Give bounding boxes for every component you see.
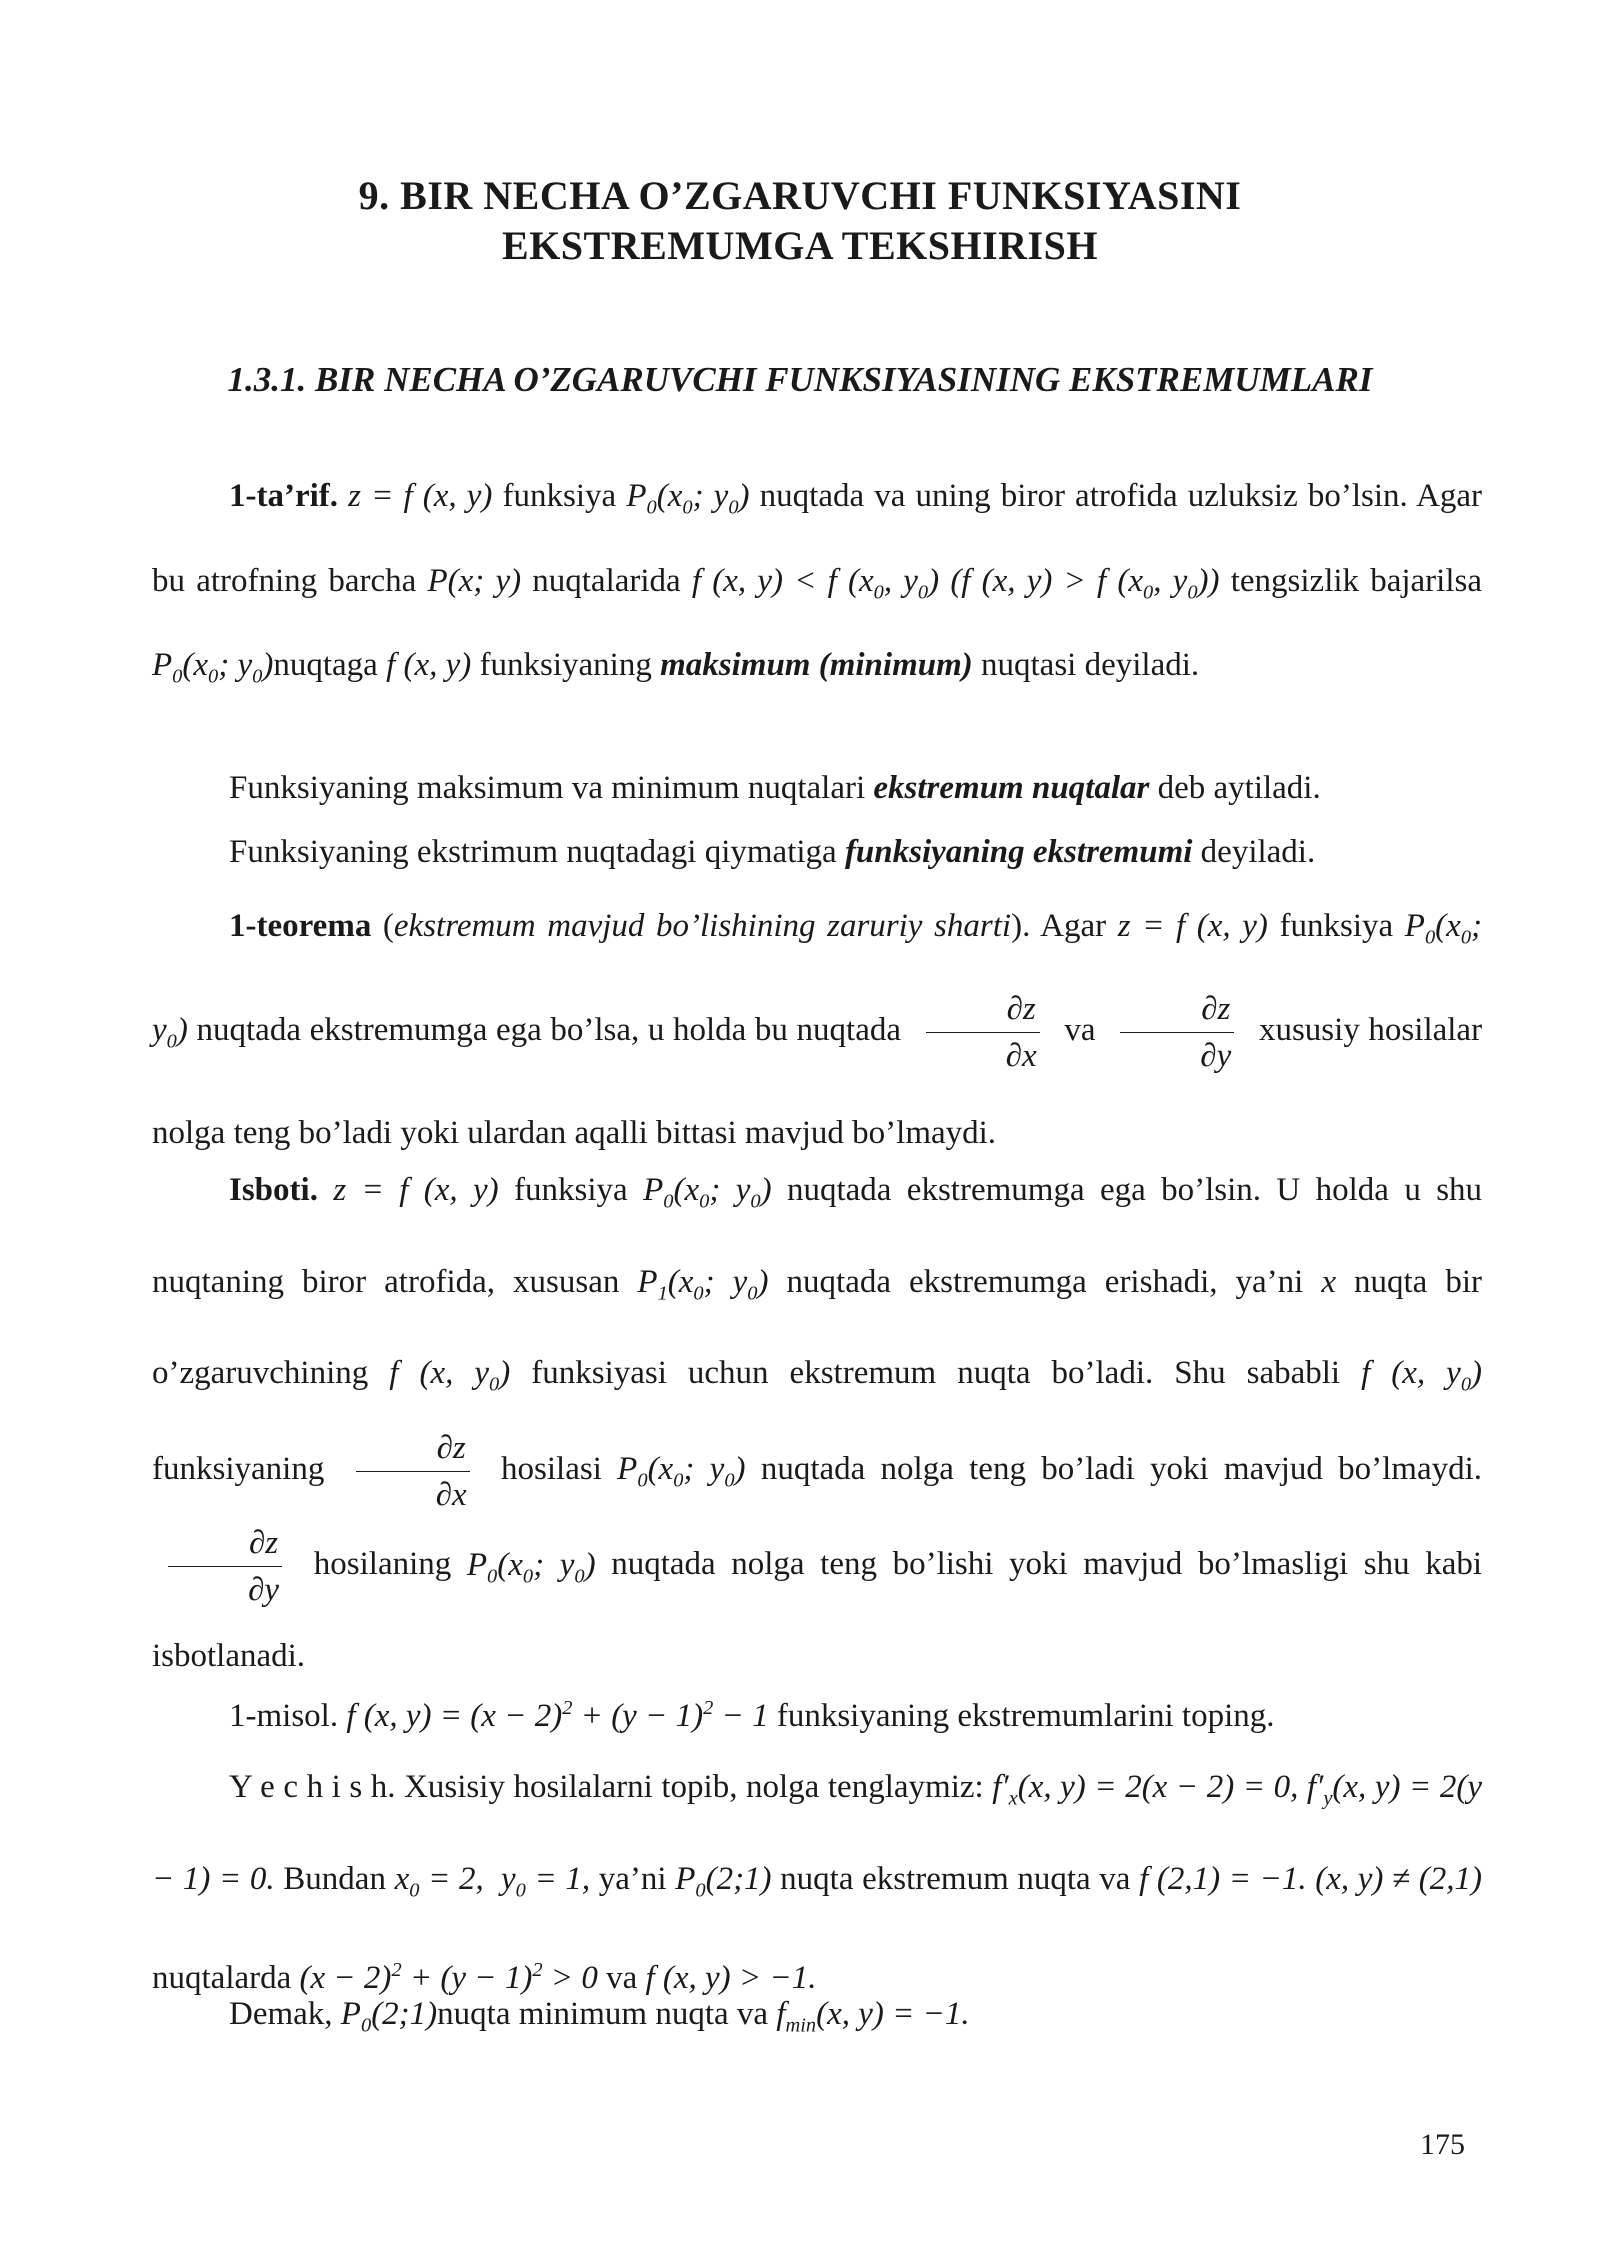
formula: $P_0(x_0$; $y_0$) [626,478,750,519]
formula: P(x; y) [427,562,522,599]
text: nuqta ekstremum nuqta va [780,1860,1131,1897]
text: nuqta bir o’zgaruvchining [152,1263,1483,1392]
formula: f (x, $y) = (x - 2)^2 + (y - 1)^2 - 1$ [346,1697,769,1734]
page-number: 175 [1420,2128,1465,2161]
text: funksiya [502,478,617,514]
term-extremum-points: ekstremum nuqtalar [873,770,1150,806]
text: hosilasi [501,1450,602,1487]
definition-label: 1-ta’rif. [229,478,339,514]
partial-z-y-fraction: $\frac{\partial z}{\partial y}$ [168,1520,282,1613]
text: ya’ni [598,1860,667,1897]
theorem-paragraph: 1-teorema (ekstremum mavjud bo’lishining zaruriy sharti). Agar z = f (x, y) funksiya $P_0(x_0$; $y_0$) nuqtada ekstremumga ega bo’lsa, u holda bu nuqtada $\frac{\partial z}{\partial x}$ va $\frac{\partial z}{\partial y}$ xususiy hosilalar nolga teng bo’ladi yoki ulardan aqalli bittasi mavjud bo’lmaydi. [152,908,1483,1152]
text: Funksiyaning maksimum va minimum nuqtalari [229,770,866,806]
formula: (x, y) ≠ (2,1) [1315,1860,1482,1897]
formula: f (x, $y_0$) [389,1355,511,1396]
text: nuqtalarida [532,562,681,599]
text: Agar [1040,908,1107,944]
text: va [1064,1011,1096,1048]
formula: $P_0(2;1)$ [340,1996,438,2037]
formula: $f_{min}(x$, y) = −1. [776,1996,970,2037]
formula: $f'_y(x$, y) = 2(y − 1) = 0. [152,1769,1482,1897]
text: va [606,1960,638,1997]
formula: f (x, y) [386,647,472,684]
formula: (f (x, y) > f ($x_0$, $y_0$)) [950,562,1220,604]
partial-z-x-fraction: $\frac{\partial z}{\partial x}$ [926,986,1040,1079]
theorem-condition: ekstremum mavjud bo’lishining zaruriy sharti [393,908,1012,944]
text: nuqtasi deyiladi. [981,647,1200,684]
section-heading: 1.3.1. BIR NECHA O’ZGARUVCHI FUNKSIYASINING EKSTREMUMLARI [227,360,1373,399]
text: funksiyaning [152,1450,325,1487]
example-paragraph [152,1672,1482,1753]
formula: $P_0(x_0$; $y_0$) [152,908,1483,1053]
text: nuqtalarda [152,1960,292,1997]
text: nuqta minimum nuqta va [437,1996,769,2032]
formula: $P_0(x_0$; $y_0$) [617,1450,746,1492]
theorem-label: 1-teorema [229,908,372,944]
formula: f (x, $y_0$) [1361,1355,1483,1396]
formula: $P_0(x_0$; $y_0$) [466,1546,596,1588]
term-maximum-minimum: maksimum (minimum) [660,647,973,684]
extremum-value-paragraph [152,816,1482,889]
formula: f (x, y) > −1. [645,1960,817,1997]
text: Funksiyaning ekstrimum nuqtadagi qiymatiga [229,834,837,870]
formula: z = f (x, y) [348,478,493,514]
extremum-points-paragraph [152,752,1482,825]
text: deb aytiladi. [1157,770,1321,806]
formula: f (x, y) < f ($x_0$, $y_0$) [691,562,940,604]
text: funksiyaning [479,647,652,684]
example-label: 1-misol. [229,1698,339,1734]
chapter-title-line-1: 9. BIR NECHA O’ZGARUVCHI FUNKSIYASINI [358,173,1242,218]
text: funksiya [1279,908,1394,944]
proof-paragraph [152,1150,1482,1696]
formula: $P_0(x_0$; $y_0$) [152,647,274,688]
text: Demak, [229,1996,333,2032]
partial-z-y-fraction: $\frac{\partial z}{\partial y}$ [1120,986,1234,1079]
formula: $x_0 = 2$, $y_0 = 1$, [394,1860,591,1902]
formula: z = f (x, y) [1117,908,1268,944]
term-extremum-value: funksiyaning ekstremumi [844,834,1193,870]
formula: $P_0(2;1)$ [675,1860,772,1902]
text: tengsizlik bajarilsa [1230,562,1482,599]
text: nuqtada va uning biror atrofida uzluksiz bo’lsin. Agar bu atrofning barcha [152,478,1483,599]
formula: $P_1(x_0$; $y_0$) [637,1263,769,1305]
text: nuqtaga [273,647,378,684]
formula: $f'_x(x$, y) = 2(x − 2) = 0, [992,1769,1299,1810]
definition-paragraph [152,460,1482,714]
proof-label: Isboti. [229,1172,318,1208]
text: xususiy hosilalar nolga teng bo’ladi yoki ulardan aqalli bittasi mavjud bo’lmaydi. [152,1011,1483,1152]
text: hosilaning [313,1546,452,1583]
text: funksiya [514,1172,628,1208]
text: nuqtada nolga teng bo’ladi yoki mavjud bo’lmaydi. [760,1450,1483,1487]
text: deyiladi. [1200,834,1316,870]
formula: f (2,1) = −1. [1139,1860,1307,1897]
formula: z = f (x, y) [333,1172,499,1208]
chapter-title-line-2: EKSTREMUMGA TEKSHIRISH [502,223,1098,268]
text: funksiyaning ekstremumlarini toping. [776,1698,1275,1734]
partial-z-x-fraction: $\frac{\partial z}{\partial x}$ [356,1425,470,1518]
text: nuqtada ekstremumga ega bo’lsin. U holda u shu nuqtaning biror atrofida, xususan [152,1172,1483,1300]
conclusion-paragraph [152,1978,1482,2063]
text: funksiyasi uchun ekstremum nuqta bo’ladi. Shu sababli [531,1355,1341,1392]
formula: $(x - 2)^2 + (y - 1)^2 > 0$ [299,1959,598,1997]
text: Xusisiy hosilalarni topib, nolga tenglaymiz: [404,1769,984,1805]
text: Bundan [283,1860,386,1897]
text: nuqtada ekstremumga ega bo’lsa, u holda bu nuqtada [196,1011,901,1048]
text: nuqtada ekstremumga erishadi, ya’ni [786,1263,1304,1300]
formula: x [1321,1263,1336,1300]
formula: $P_0(x_0$; $y_0$) [643,1172,772,1213]
text: nuqtada nolga teng bo’lishi yoki mavjud bo’lmasligi shu kabi isbotlanadi. [152,1546,1483,1675]
solution-label: Y e c h i s h. [229,1769,396,1805]
